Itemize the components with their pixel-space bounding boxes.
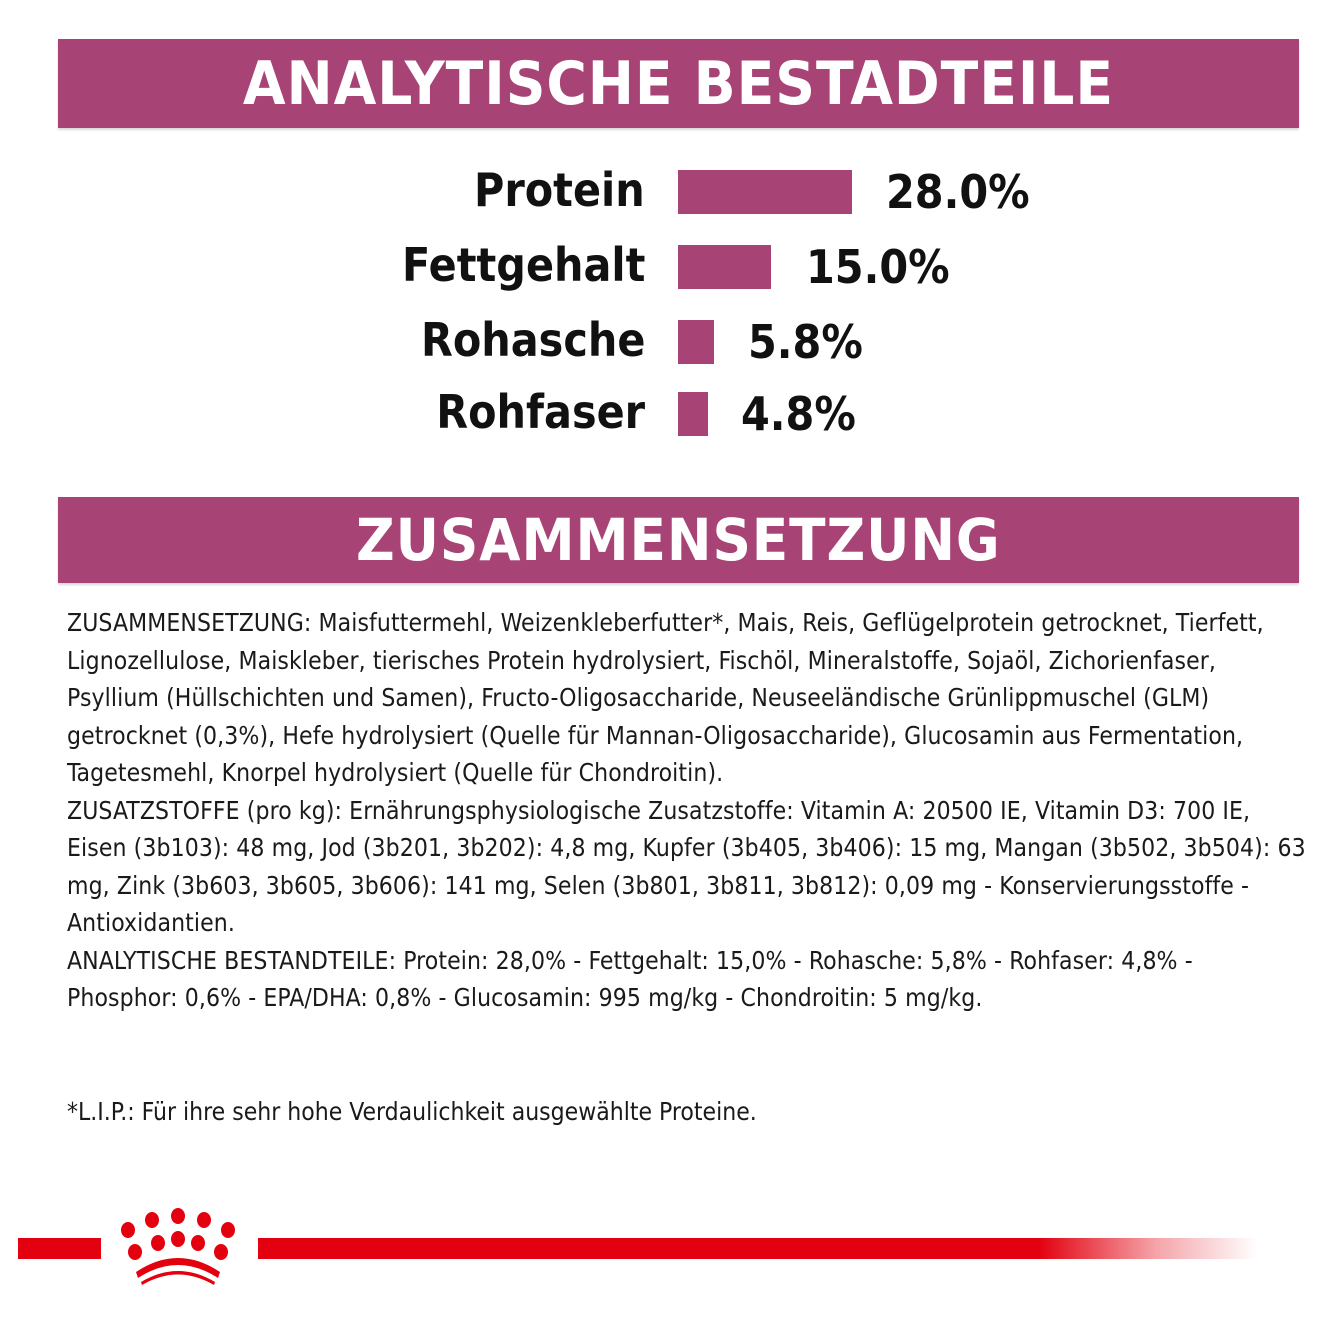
- row-label: Fettgehalt: [401, 238, 645, 292]
- row-label: Protein: [474, 163, 645, 217]
- row-label: Rohasche: [420, 313, 645, 367]
- analytical-paragraph: ANALYTISCHE BESTANDTEILE: Protein: 28,0% - Fettgehalt: 15,0% - Rohasche: 5,8% - Rohfaser: 4,8% - Phosphor: 0,6% - EPA/DHA: 0,8% - Glucosamin: 995 mg/kg - Chondroitin: 5 mg/kg.: [67, 945, 1193, 1012]
- chart-row-protein: [0, 160, 1320, 220]
- chart-row-rohasche: [0, 310, 1320, 370]
- section-title: ZUSAMMENSETZUNG: [356, 506, 1001, 574]
- row-value: 28.0%: [886, 165, 1030, 219]
- section-title: ANALYTISCHE BESTADTEILE: [242, 48, 1115, 119]
- composition-text: [67, 604, 1307, 1017]
- row-value: 5.8%: [748, 315, 863, 369]
- composition-paragraph: ZUSAMMENSETZUNG: Maisfuttermehl, Weizenkleberfutter*, Mais, Reis, Geflügelprotein getrocknet, Tierfett, Lignozellulose, Maiskleber, tierisches Protein hydrolysiert, Fischöl, Mineralstoffe, Sojaöl, Zichorienfaser, Psyllium (Hüllschichten und Samen), Fructo-Oligosaccharide, Neuseeländische Grünlippmuschel (GLM) getrocknet (0,3%), Hefe hydrolysiert (Quelle für Mannan-Oligosaccharide), Glucosamin aus Fermentation, Tagetesmehl, Knorpel hydrolysiert (Quelle für Chondroitin).: [67, 608, 1264, 787]
- chart-row-rohfaser: [0, 382, 1320, 442]
- row-bar: [678, 320, 714, 364]
- crown-icon: [108, 1206, 254, 1286]
- nutrient-bar-chart: [0, 160, 1320, 450]
- footnote: *L.I.P.: Für ihre sehr hohe Verdaulichkeit ausgewählte Proteine.: [67, 1097, 757, 1126]
- row-value: 4.8%: [741, 387, 856, 441]
- footer-stripe-left: [18, 1238, 101, 1259]
- row-bar: [678, 170, 852, 214]
- row-bar: [678, 245, 771, 289]
- chart-row-fettgehalt: [0, 235, 1320, 295]
- row-value: 15.0%: [806, 240, 950, 294]
- footer-stripe-right: [258, 1238, 1258, 1259]
- row-label: Rohfaser: [436, 385, 645, 439]
- row-bar: [678, 392, 708, 436]
- additives-paragraph: ZUSATZSTOFFE (pro kg): Ernährungsphysiologische Zusatzstoffe: Vitamin A: 20500 IE, Vitamin D3: 700 IE, Eisen (3b103): 48 mg, Jod (3b201, 3b202): 4,8 mg, Kupfer (3b405, 3b406): 15 mg, Mangan (3b502, 3b504): 63 mg, Zink (3b603, 3b605, 3b606): 141 mg, Selen (3b801, 3b811, 3b812): 0,09 mg - Konservierungsstoffe - Antioxidantien.: [67, 795, 1306, 937]
- section-banner-zusammensetzung: [58, 497, 1299, 583]
- section-banner-analytische: [58, 39, 1299, 128]
